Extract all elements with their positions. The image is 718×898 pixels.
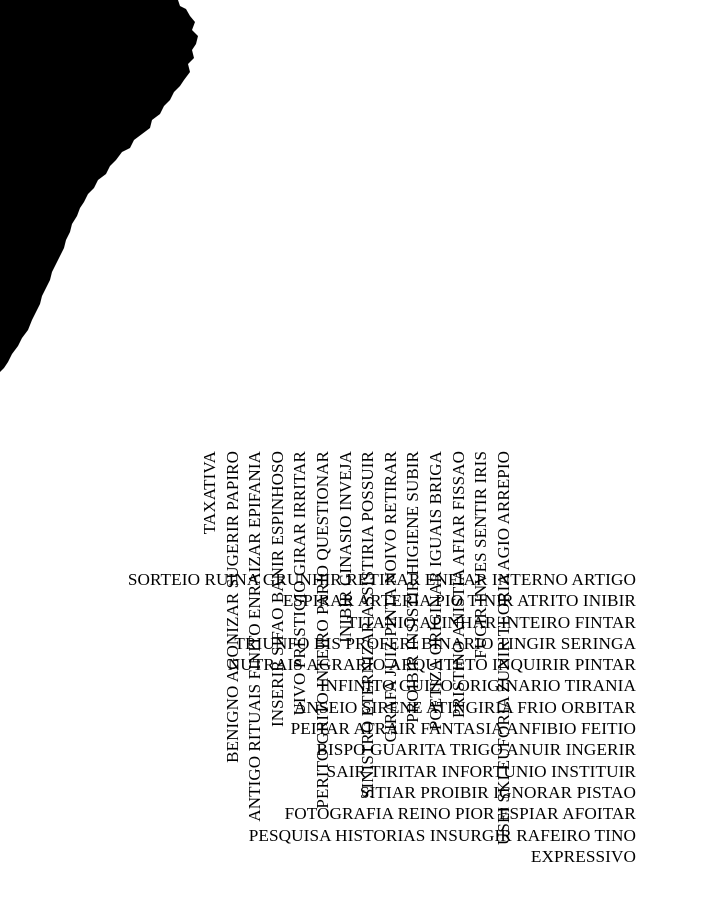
horizontal-text-line: SITIAR PROIBIR IGNORAR PISTAO [359, 782, 636, 802]
vertical-text-line: FUGIR INVES SENTIR IRIS [471, 451, 491, 659]
horizontal-text-line: BISPO GUARITA TRIGO ANUIR INGERIR [316, 740, 636, 760]
vertical-text-line: INIBIR GINASIO INVEJA [335, 451, 355, 643]
vertical-text-line: ANTIGO RITUAIS FINITO ENRAIZAR EPIFANIA [245, 451, 265, 822]
horizontal-text-line: ESPIRAR ARTERIA PIO TINIR ATRITO INIBIR [282, 591, 636, 611]
horizontal-text-line: TITANIO APINHAR INTEIRO FINTAR [346, 612, 636, 632]
vertical-text-line: INSERIR SIFAO BANIR ESPINHOSO [267, 451, 287, 728]
torn-black-shape [0, 0, 220, 380]
vertical-text-line: PERITO GRITO INTEIRO PARIO QUESTIONAR [313, 451, 332, 809]
horizontal-text-line: EXPRESSIVO [530, 846, 636, 866]
horizontal-text-line: SORTEIO RUINA GRUNHIR RETIRAR ENFIAR INTERNO ARTIGO [127, 570, 636, 589]
vertical-text-line: PRISTINO ANISTIA AFIAR FISSAO [448, 451, 468, 718]
vertical-text-line: USEI SKI EUFORIA ZUNIR TEORIA AGIO ARREPIO [493, 451, 513, 845]
horizontal-text-line: FOTOGRAFIA REINO PIOR ESPIAR AFOITAR [284, 804, 636, 824]
horizontal-text-line: INFINITO GUIZO ORIGINARIO TIRANIA [319, 676, 636, 696]
vertical-text-line: PROIBIR INSISTIR HIGIENE SUBIR [403, 451, 423, 723]
horizontal-text-line: PESQUISA HISTORIAS INSURGIR RAFEIRO TINO [248, 825, 636, 845]
vertical-text-line: BENIGNO AGONIZAR SUGERIR PAPIRO [222, 451, 242, 763]
vertical-text-line: GIRAFA JUIZ PINTA NOIVO RETIRAR [380, 451, 400, 743]
horizontal-text-line: SAIR TIRITAR INFORTUNIO INSTITUIR [326, 761, 636, 781]
horizontal-text-line: PEITAR ATRAIR FANTASIA ANFIBIO FEITIO [290, 719, 636, 739]
vertical-text-line: POETIZA ORIGINAR IGUAIS BRIGA [426, 451, 445, 731]
horizontal-text-block [36, 569, 636, 867]
vertical-text-line: TAXATIVA [200, 451, 219, 535]
horizontal-text-line: ANSEIO SIRENE ATINGIRIA FRIO ORBITAR [293, 697, 636, 717]
horizontal-text-line: NUTRAIS AGRARIO ARQUITETO INQUIRIR PINTAR [227, 655, 636, 675]
horizontal-text-line: TRIUNFO BIS PROFERI BINARIO TINGIR SERINGA [234, 633, 636, 653]
vertical-text-line: UIVO PRESTIGIO GIRAR IRRITAR [290, 451, 310, 716]
vertical-text-line: SINISTRO ETERNIZAR ASSISTIRIA POSSUIR [358, 451, 378, 799]
